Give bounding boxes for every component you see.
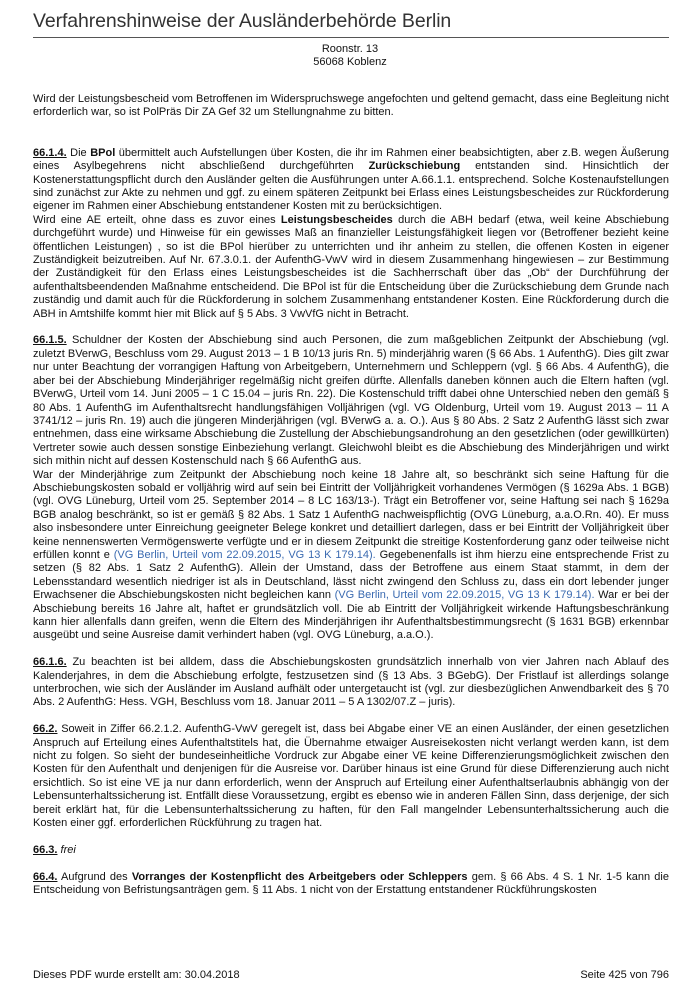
section-number: 66.1.4. bbox=[33, 146, 67, 159]
section-text: Zu beachten ist bei alldem, dass die Abschiebungskosten grundsätzlich innerhalb von vier Jahren nach Ablauf des Kalenderjahres, in dem die Abschiebung erfolgte, festzusetzen sind (§ 13 Abs. 3 BGebG). Der Fristlauf ist allerdings solange unterbrochen, wie sich der Ausländer im Ausland aufhält oder untergetaucht ist (vgl. zur diesbezüglichen Anwendbarkeit des § 70 Abs. 2 AufenthG: Hess. VGH, Beschluss vom 18. Januar 2011 – 5 A 1302/07.Z – juris). bbox=[33, 656, 669, 709]
section-text: frei bbox=[60, 843, 76, 856]
section-66-1-4-paragraph-2 bbox=[33, 214, 669, 321]
document-header bbox=[33, 10, 669, 38]
section-66-4 bbox=[33, 871, 669, 898]
section-number: 66.1.6. bbox=[33, 656, 67, 669]
section-text: War der Minderjährige zum Zeitpunkt der Abschiebung noch keine 18 Jahre alt, so beschränkt sich seine Haftung für die Abschiebungskosten sobald er volljährig wird auf sein bei Eintritt der Volljährigkeit vorhandenes Vermögen (§ 1629a Abs. 1 BGB) (vgl. OVG Lüneburg, Urteil vom 25. September 2014 – 8 LC 163/13-). Trägt ein Betroffener vor, seine Haftung sei nach § 1629a BGB analog beschränkt, so ist er gemäß § 82 Abs. 1 Satz 1 AufenthG nachweispflichtig (OVG Lüneburg, a.a.O.Rn. 40). Er muss also insbesondere unter Einreichung geeigneter Belege konkret und detailliert darlegen, dass er bei Eintritt der Volljährigkeit über keine nennenswerten Vermögenswerte verfügte und er in diesem Zeitpunkt die streitige Kostenforderung ganz oder teilweise nicht erfüllen konnt e bbox=[33, 468, 669, 561]
footer-created-date: Dieses PDF wurde erstellt am: 30.04.2018 bbox=[33, 969, 240, 981]
section-66-1-5-paragraph-2 bbox=[33, 469, 669, 643]
section-number: 66.2. bbox=[33, 723, 58, 736]
section-text: Aufgrund des bbox=[57, 870, 132, 883]
section-text: durch die ABH bedarf (etwa, weil keine Abschiebung durchgeführt wurde) und Hinweise für ein gewisses Maß an finanzieller Leistungsfähigkeit liegen vor (Betroffener bezieht keine öffentlichen Leistungen) , so ist die BPol hierüber zu unterrichten und ihr anheim zu stellen, die offenen Kosten in eigener Zuständigkeit beizutreiben. Auf Nr. 67.3.0.1. der AufenthG-VwV wird in diesem Zusammenhang hingewiesen – zur Bestimmung der Zuständigkeit für den Erlass eines Leistungsbescheides ist die Sachherrschaft über das „Ob“ der Durchführung der aufenthaltsbeendenden Maßnahme entscheidend. Die BPol ist für die Entscheidung über die Zurückschiebung dem Grunde nach zuständig und damit auch für die Rückforderung in solchem Zusammenhang entstandener Kosten. Eine Rückforderung durch die ABH in Amtshilfe kommt hier mit Blick auf § 5 Abs. 3 VwVfG nicht in Betracht. bbox=[33, 213, 670, 320]
section-text: Soweit in Ziffer 66.2.1.2. AufenthG-VwV geregelt ist, dass bei Abgabe einer VE an einen Ausländer, der einen gesetzlichen Anspruch auf Erteilung eines Aufenthaltstitels hat, die Übernahme etwaiger Ausreisekosten nicht verlangt werden kann, ist dem nicht zu folgen. So sieht der bundeseinheitliche Vordruck zur Abgabe einer VE keine Differenzierungsmöglichkeit zwischen den Kosten für den Aufenthalt und denjenigen für die Ausreise vor. Darüber hinaus ist eine Grund für diese Differenzierung auch nicht ersichtlich. So ist eine VE ja nur dann erforderlich, wenn der Anspruch auf Erteilung einer Aufenthaltserlaubnis abhängig von der Lebensunterhaltssicherung ist. Entfällt diese Voraussetzung, ergibt es ebenso wie in anderen Fällen Sinn, dass derjenige, der sich bereit erklärt hat, für die Lebensunterhaltssicherung zu haften, für den Fall mangelnder Lebensunterhaltssicherung auch die Kosten einer ggf. erforderlichen Rückführung zu tragen hat. bbox=[33, 723, 669, 830]
section-66-1-6 bbox=[33, 656, 669, 710]
section-text: Gegebenenfalls ist ihm hierzu eine entsprechende Frist zu setzen (§ 82 Abs. 1 Satz 2 AufenthG). Allein der Umstand, dass der Betroffene aus einem Staat stammt, in dem der Lebensstandard wesentlich niedriger ist als in Deutschland, lässt nicht zwingend den Schluss zu, dass ein dort lebender junger Erwachsener die Abschiebungskosten nicht begleichen kann bbox=[33, 548, 669, 602]
address-street: Roonstr. 13 bbox=[321, 43, 379, 55]
document-body bbox=[33, 93, 669, 911]
section-text: Schuldner der Kosten der Abschiebung sind auch Personen, die zum maßgeblichen Zeitpunkt der Abschiebung (vgl. zuletzt BVerwG, Beschluss vom 29. August 2013 – 1 B 10/13 juris Rn. 5) minderjährig waren (§ 66 Abs. 1 AufenthG). Dies gilt zwar nur unter Beachtung der vorrangigen Haftung von Arbeitgebern, Unternehmern und Schleppern (vgl. § 66 Abs. 4 AufenthG), die aber bei der Abschiebung Minderjähriger regelmäßig nicht greifen dürfte. Allenfalls daneben können auch die Eltern haften (vgl. BVerwG, Urteil vom 14. Juni 2005 – 1 C 15.04 – juris Rn. 22). Die Kostenschuld trifft dabei ohne Unterschied neben den gemäß § 80 Abs. 1 AufenthG im Aufenthaltsrecht handlungsfähigen Volljährigen (vgl. VG Oldenburg, Urteil vom 19. August 2013 – 11 A 3741/12 – juris Rn. 19) auch die jüngeren Minderjährigen (vgl. BVerwG a. a. O.). Aus § 80 Abs. 2 Satz 2 AufenthG lässt sich zwar entnehmen, dass eine wirksame Abschiebung die Zustellung der Abschiebungsandrohung an den gesetzlichen (oder gewillkürten) Vertreter sowie auch dessen sonstige Einbeziehung verlangt. Gleichwohl bleibt es die Abschiebung des Minderjährigen und wirkt sich mithin nicht auf dessen Kostenschuld nach § 66 AufenthG aus. bbox=[33, 334, 669, 468]
court-reference-link[interactable]: (VG Berlin, Urteil vom 22.09.2015, VG 13 K 179.14). bbox=[113, 548, 376, 561]
bold-term: BPol bbox=[90, 146, 116, 159]
footer-page-number: Seite 425 von 796 bbox=[580, 969, 669, 981]
section-text: War er bei der Abschiebung bereits 16 Jahre alt, haftet er grundsätzlich voll. Die ab Eintritt der Volljährigkeit wirkende Haftungsbeschränkung kann hier allenfalls dann greifen, wenn die Eltern des Minderjährigen ihr Aufenthaltsbestimmungsrecht (§ 1631 BGB) erkennbar ausgeübt und seine Ausreise damit verhindert haben (vgl. OVG Lüneburg, a.a.O.). bbox=[33, 589, 669, 642]
section-number: 66.4. bbox=[33, 870, 58, 883]
bold-term: Zurückschiebung bbox=[368, 160, 461, 173]
section-text: entstanden sind. Hinsichtlich der Kostenerstattungspflicht durch den Ausländer gelten die Ausführungen unter A.66.1.1. entsprechend. Solche Kostenaufstellungen sind zunächst zur Akte zu nehmen und ggf. zu einem späteren Zeitpunkt bei Erlass eines Leistungsbescheides zur Rückforderung eigener im Rahmen einer Abschiebung entstandener Kosten mit zu berücksichtigen. bbox=[33, 160, 669, 213]
section-text: gem. § 66 Abs. 4 S. 1 Nr. 1-5 kann die Entscheidung von Befristungsanträgen gem. § 11 Abs. 1 nicht von der Erstattung entstandener Rückführungskosten bbox=[33, 870, 669, 897]
section-66-3 bbox=[33, 844, 669, 857]
section-66-1-4 bbox=[33, 147, 669, 214]
intro-paragraph bbox=[33, 93, 669, 120]
bold-term: Vorranges der Kostenpflicht des Arbeitgebers oder Schleppers bbox=[131, 870, 468, 883]
court-reference-link[interactable]: (VG Berlin, Urteil vom 22.09.2015, VG 13 K 179.14). bbox=[334, 589, 595, 602]
bold-term: Leistungsbescheides bbox=[280, 213, 393, 226]
section-66-1-5 bbox=[33, 334, 669, 468]
section-text: Die bbox=[66, 146, 91, 159]
document-title: Verfahrenshinweise der Ausländerbehörde Berlin bbox=[33, 10, 452, 32]
intro-text: Wird der Leistungsbescheid vom Betroffenen im Widerspruchswege angefochten und geltend gemacht, dass eine Begleitung nicht erforderlich war, so ist PolPräs Dir ZA Gef 32 um Stellungnahme zu bitten. bbox=[33, 93, 669, 119]
section-number: 66.1.5. bbox=[33, 334, 67, 347]
section-66-2 bbox=[33, 723, 669, 830]
section-number: 66.3. bbox=[33, 843, 58, 856]
section-text: übermittelt auch Aufstellungen über Kosten, die ihr im Rahmen einer beabsichtigten, aber z.B. wegen Äußerung eines Asylbegehrens nicht abschließend durchgeführten bbox=[33, 146, 669, 173]
section-text: Wird eine AE erteilt, ohne dass es zuvor eines bbox=[33, 213, 281, 226]
address-city: 56068 Koblenz bbox=[313, 56, 387, 68]
